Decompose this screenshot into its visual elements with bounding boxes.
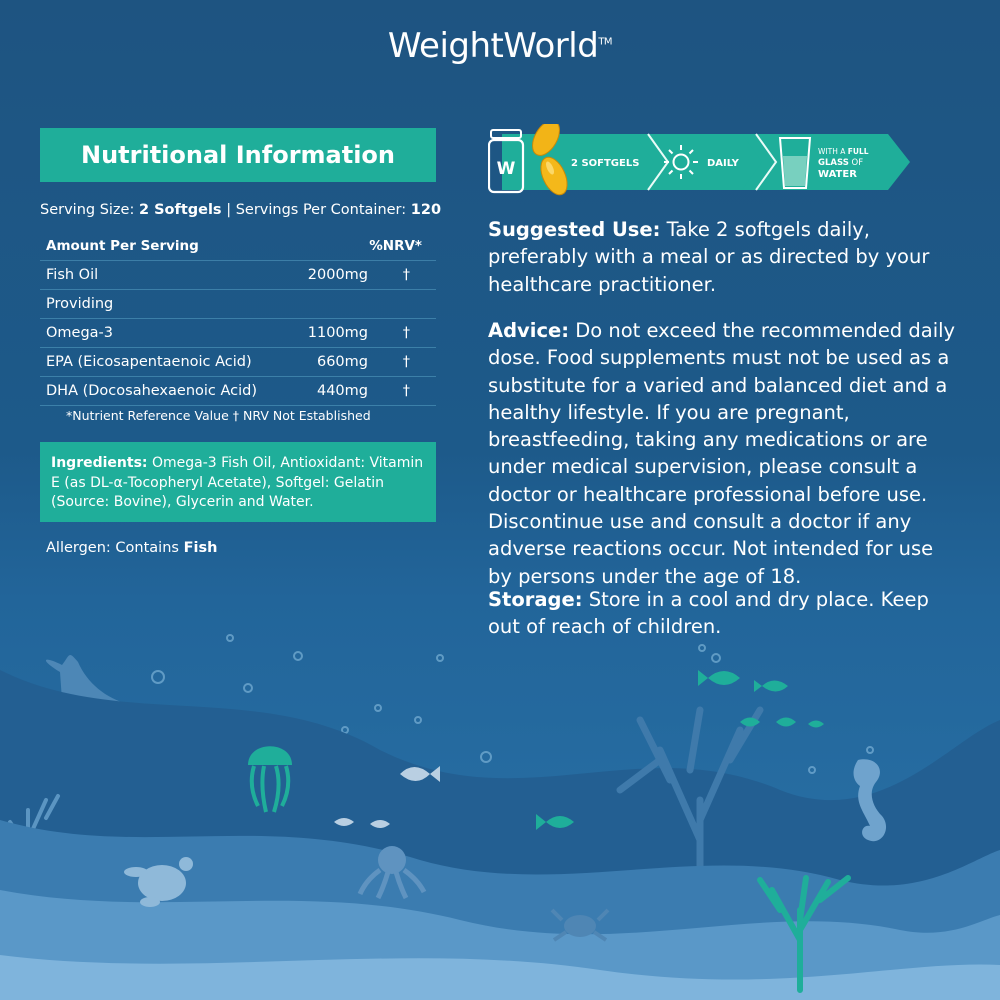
servings-value: 120 [410, 202, 442, 218]
serving-size-value: 2 Softgels [138, 202, 222, 218]
row-nrv: † [402, 325, 410, 341]
step-water-of: OF [848, 158, 864, 168]
step-water-with-a: WITH A [818, 147, 848, 156]
row-nrv: † [402, 267, 410, 283]
row-amount: 2000mg [307, 267, 368, 283]
row-nrv: † [402, 354, 410, 370]
storage-label: Storage: [488, 588, 583, 611]
ingredients-text: Omega-3 Fish Oil, Antioxidant: Vitamin E (as DL-α-Tocopheryl Acetate), Softgel: Gelatin (Source: Bovine), Glycerin and Water. [51, 455, 424, 510]
table-row [40, 377, 436, 406]
step-water-line1 [818, 147, 869, 156]
serving-divider: | [226, 202, 232, 218]
nutrition-table [40, 232, 436, 406]
storage-text: Store in a cool and dry place. Keep out of reach of children. [488, 588, 929, 639]
suggested-use-label: Suggested Use: [488, 218, 661, 241]
suggested-use [488, 216, 958, 298]
table-row [40, 290, 436, 319]
serving-info [40, 202, 440, 218]
step-softgels-label: 2 SOFTGELS [571, 158, 640, 169]
row-nrv: † [402, 383, 410, 399]
servings-label: Servings Per Container: [235, 202, 407, 218]
step-water-glass: GLASS [818, 158, 849, 168]
brand-logo [0, 26, 1000, 66]
advice-label: Advice: [488, 319, 570, 342]
nutrition-title: Nutritional Information [40, 128, 436, 182]
ingredients-box [40, 442, 436, 522]
row-name: EPA (Eicosapentaenoic Acid) [46, 354, 252, 370]
allergen-label: Allergen: Contains [46, 540, 184, 556]
row-amount: 440mg [316, 383, 368, 399]
row-name: DHA (Docosahexaenoic Acid) [46, 383, 258, 399]
step-water-word: WATER [818, 169, 857, 180]
advice-text: Do not exceed the recommended daily dose. Food supplements must not be used as a substitute for a varied and balanced diet and a healthy lifestyle. If you are pregnant, breastfeeding, taking any medications or are under medical supervision, please consult a doctor or healthcare professional before use. Discontinue use and consult a doctor if any adverse reactions occur. Not intended for use by persons under the age of 18. [488, 319, 956, 588]
trademark: TM [598, 36, 613, 48]
header-amount-per-serving: Amount Per Serving [46, 238, 199, 254]
bottle-logo-letter: W [496, 159, 516, 179]
row-name: Fish Oil [46, 267, 99, 283]
step-water-full: FULL [847, 147, 869, 156]
nutrition-footnote: *Nutrient Reference Value † NRV Not Established [66, 408, 371, 423]
table-row [40, 348, 436, 377]
advice [488, 317, 958, 590]
brand-name: WeightWorld [387, 26, 599, 66]
underwater-scene-illustration [0, 560, 1000, 1000]
header-nrv: %NRV* [369, 238, 422, 254]
serving-size-label: Serving Size: [40, 202, 135, 218]
row-name: Omega-3 [46, 325, 114, 341]
suggested-use-text: Take 2 softgels daily, preferably with a meal or as directed by your healthcare practitioner. [488, 218, 930, 296]
allergen-info [46, 540, 217, 556]
row-name: Providing [46, 296, 114, 312]
table-header [40, 232, 436, 261]
row-amount: 660mg [316, 354, 368, 370]
step-water-line2 [818, 158, 863, 168]
step-daily-label: DAILY [707, 158, 739, 169]
row-amount: 1100mg [307, 325, 368, 341]
ingredients-label: Ingredients: [51, 455, 148, 471]
table-row [40, 319, 436, 348]
allergen-value: Fish [183, 540, 218, 556]
usage-banner [488, 124, 913, 200]
table-row [40, 261, 436, 290]
